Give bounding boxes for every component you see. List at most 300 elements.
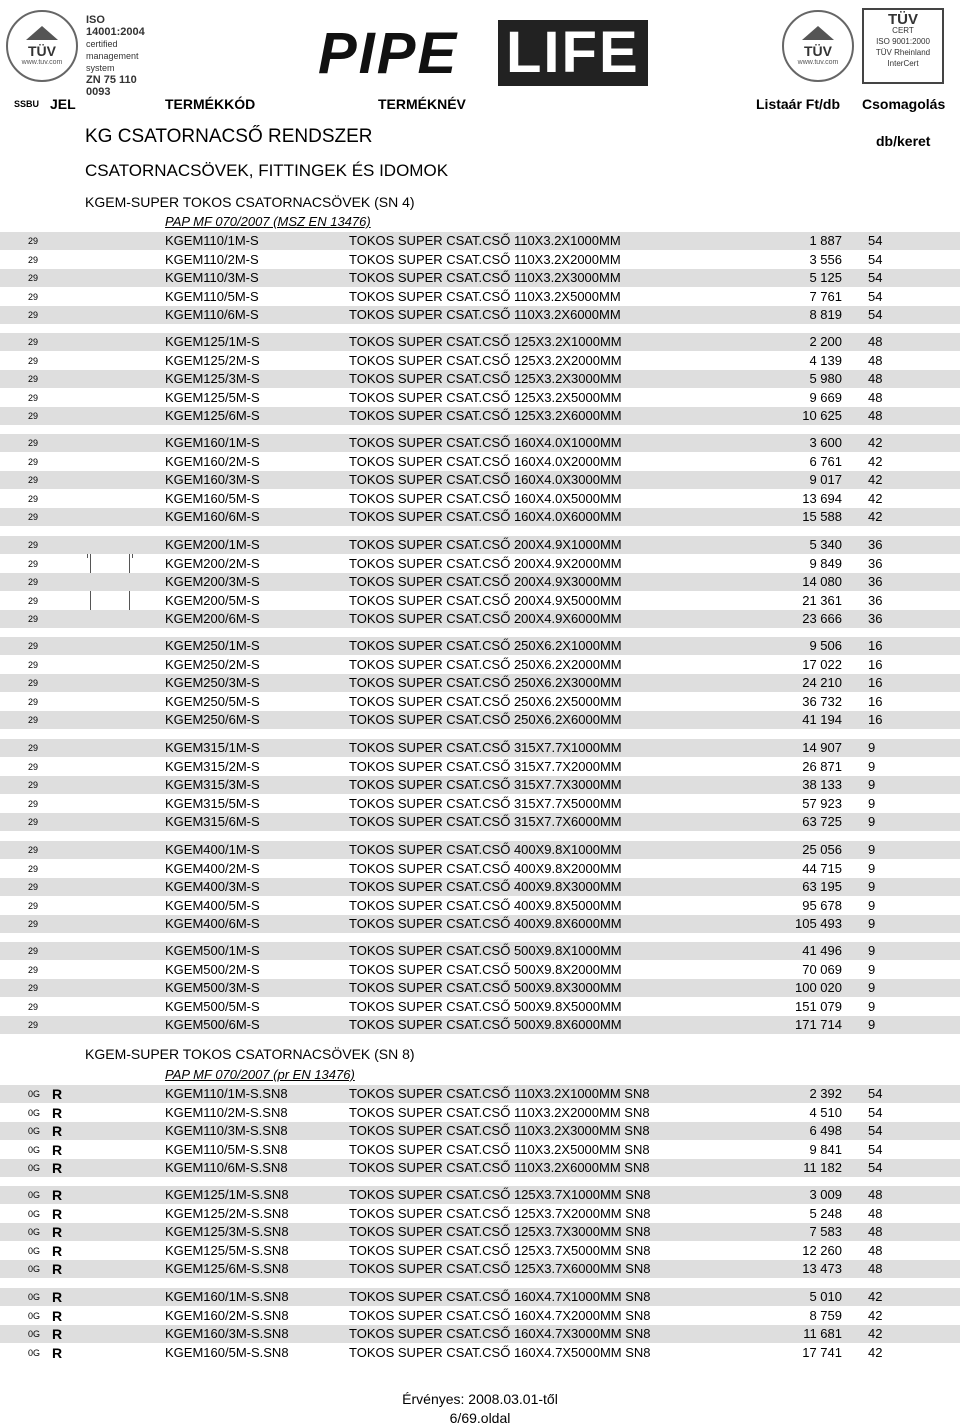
product-code-cell: KGEM250/5M-S	[165, 693, 260, 709]
product-code-cell: KGEM400/5M-S	[165, 897, 260, 913]
jel-cell: R	[52, 1344, 63, 1361]
list-price-cell: 17 741	[802, 1344, 842, 1360]
table-row	[0, 269, 960, 287]
table-row	[0, 610, 960, 628]
product-code-cell: KGEM110/1M-S	[165, 233, 259, 248]
jel-cell: R	[52, 1123, 63, 1139]
product-name-cell: TOKOS SUPER CSAT.CSŐ 400X9.8X3000MM	[349, 879, 622, 894]
table-row	[0, 1205, 960, 1223]
table-row	[0, 961, 960, 979]
list-price-cell: 10 625	[802, 408, 842, 423]
table-row	[0, 1016, 960, 1034]
product-name-cell: TOKOS SUPER CSAT.CSŐ 400X9.8X5000MM	[349, 897, 622, 913]
table-row	[0, 656, 960, 674]
product-code-cell: KGEM400/3M-S	[165, 879, 260, 894]
table-row	[0, 251, 960, 269]
packaging-cell: 42	[868, 1326, 883, 1341]
packaging-cell: 9	[868, 897, 876, 913]
ssbu-cell: 29	[28, 614, 39, 624]
ssbu-cell: 29	[28, 254, 39, 265]
ssbu-cell: 29	[28, 743, 39, 753]
pipelife-logo-life: LIFE	[498, 20, 648, 86]
ssbu-cell: 29	[28, 475, 39, 485]
validity-date: Érvényes: 2008.03.01-től	[402, 1391, 558, 1407]
product-name-cell: TOKOS SUPER CSAT.CSŐ 250X6.2X6000MM	[349, 712, 622, 727]
ssbu-cell: 29	[28, 964, 39, 975]
ssbu-cell: 0G	[28, 1292, 41, 1302]
list-price-cell: 41 496	[802, 943, 842, 958]
table-row	[0, 508, 960, 526]
product-name-cell: TOKOS SUPER CSAT.CSŐ 110X3.2X6000MM	[349, 307, 621, 322]
list-price-cell: 21 361	[802, 592, 842, 608]
product-name-cell: TOKOS SUPER CSAT.CSŐ 200X4.9X1000MM	[349, 537, 622, 552]
list-price-cell: 11 182	[803, 1160, 842, 1175]
product-code-cell: KGEM110/2M-S	[165, 251, 259, 267]
ssbu-cell: 0G	[28, 1347, 41, 1358]
product-code-cell: KGEM110/1M-S.SN8	[165, 1086, 288, 1101]
product-name-cell: TOKOS SUPER CSAT.CSŐ 110X3.2X2000MM	[349, 251, 621, 267]
packaging-cell: 9	[868, 814, 876, 829]
packaging-cell: 16	[868, 712, 883, 727]
column-header-ssbu: SSBU	[14, 99, 40, 109]
list-price-cell: 44 715	[802, 860, 842, 876]
ssbu-cell: 29	[28, 493, 39, 504]
ssbu-cell: 29	[28, 236, 39, 246]
product-name-cell: TOKOS SUPER CSAT.CSŐ 500X9.8X5000MM	[349, 998, 622, 1014]
standard-norm-sn4: PAP MF 070/2007 (MSZ EN 13476)	[165, 214, 371, 229]
table-row	[0, 490, 960, 508]
jel-cell: R	[52, 1261, 63, 1277]
ssbu-cell: 29	[28, 863, 39, 874]
ssbu-cell: 0G	[28, 1227, 41, 1237]
product-name-cell: TOKOS SUPER CSAT.CSŐ 125X3.2X1000MM	[349, 334, 622, 349]
packaging-cell: 54	[868, 1104, 883, 1120]
product-code-cell: KGEM315/2M-S	[165, 758, 260, 774]
product-code-cell: KGEM125/1M-S.SN8	[165, 1187, 289, 1202]
list-price-cell: 2 200	[809, 334, 842, 349]
product-code-cell: KGEM110/3M-S.SN8	[165, 1123, 288, 1138]
product-code-cell: KGEM125/6M-S	[165, 408, 260, 423]
list-price-cell: 24 210	[802, 675, 842, 690]
product-name-cell: TOKOS SUPER CSAT.CSŐ 110X3.2X6000MM SN8	[349, 1160, 650, 1175]
list-price-cell: 38 133	[802, 777, 842, 792]
product-name-cell: TOKOS SUPER CSAT.CSŐ 315X7.7X5000MM	[349, 795, 622, 811]
ssbu-cell: 29	[28, 817, 39, 827]
ssbu-cell: 29	[28, 983, 39, 993]
list-price-cell: 3 600	[809, 435, 842, 450]
packaging-cell: 54	[868, 1086, 883, 1101]
packaging-cell: 9	[868, 998, 876, 1014]
column-header-name: TERMÉKNÉV	[378, 96, 466, 112]
section-title-sn8: KGEM-SUPER TOKOS CSATORNACSÖVEK (SN 8)	[85, 1046, 415, 1062]
table-row	[0, 389, 960, 407]
packaging-cell: 9	[868, 795, 876, 811]
packaging-cell: 48	[868, 1205, 883, 1221]
ssbu-cell: 29	[28, 577, 39, 587]
ssbu-cell: 29	[28, 696, 39, 707]
packaging-cell: 9	[868, 943, 876, 958]
list-price-cell: 26 871	[802, 758, 842, 774]
table-row	[0, 1104, 960, 1122]
product-code-cell: KGEM110/5M-S	[165, 288, 259, 304]
product-name-cell: TOKOS SUPER CSAT.CSŐ 125X3.7X5000MM SN8	[349, 1242, 651, 1258]
ssbu-cell: 29	[28, 337, 39, 347]
product-name-cell: TOKOS SUPER CSAT.CSŐ 500X9.8X3000MM	[349, 980, 622, 995]
ssbu-cell: 29	[28, 678, 39, 688]
table-row	[0, 878, 960, 896]
product-code-cell: KGEM160/3M-S.SN8	[165, 1326, 289, 1341]
table-row	[0, 1307, 960, 1325]
packaging-cell: 54	[868, 233, 883, 248]
product-name-cell: TOKOS SUPER CSAT.CSŐ 400X9.8X2000MM	[349, 860, 622, 876]
product-code-cell: KGEM160/5M-S	[165, 490, 260, 506]
product-name-cell: TOKOS SUPER CSAT.CSŐ 250X6.2X1000MM	[349, 638, 622, 653]
product-code-cell: KGEM160/2M-S	[165, 453, 260, 469]
jel-cell: R	[52, 1104, 63, 1121]
table-row	[0, 637, 960, 655]
packaging-cell: 36	[868, 611, 883, 626]
product-code-cell: KGEM110/5M-S.SN8	[165, 1141, 288, 1157]
product-code-cell: KGEM250/3M-S	[165, 675, 260, 690]
product-code-cell: KGEM125/1M-S	[165, 334, 260, 349]
product-code-cell: KGEM200/3M-S	[165, 574, 260, 589]
list-price-cell: 3 556	[809, 251, 842, 267]
product-name-cell: TOKOS SUPER CSAT.CSŐ 110X3.2X5000MM	[349, 288, 621, 304]
product-name-cell: TOKOS SUPER CSAT.CSŐ 250X6.2X3000MM	[349, 675, 622, 690]
ssbu-cell: 0G	[28, 1310, 41, 1321]
list-price-cell: 9 849	[809, 555, 842, 571]
jel-cell: R	[52, 1289, 63, 1305]
product-name-cell: TOKOS SUPER CSAT.CSŐ 400X9.8X6000MM	[349, 916, 622, 931]
table-row	[0, 1122, 960, 1140]
product-code-cell: KGEM250/6M-S	[165, 712, 260, 727]
product-name-cell: TOKOS SUPER CSAT.CSŐ 315X7.7X6000MM	[349, 814, 622, 829]
ssbu-cell: 0G	[28, 1107, 41, 1118]
product-code-cell: KGEM160/5M-S.SN8	[165, 1344, 289, 1360]
product-name-cell: TOKOS SUPER CSAT.CSŐ 110X3.2X3000MM SN8	[349, 1123, 650, 1138]
packaging-cell: 36	[868, 555, 883, 571]
product-name-cell: TOKOS SUPER CSAT.CSŐ 125X3.7X2000MM SN8	[349, 1205, 651, 1221]
packaging-cell: 9	[868, 777, 876, 792]
packaging-cell: 42	[868, 1289, 883, 1304]
table-row	[0, 915, 960, 933]
ssbu-cell: 0G	[28, 1190, 41, 1200]
product-code-cell: KGEM200/2M-S	[165, 555, 260, 571]
table-row	[0, 453, 960, 471]
product-code-cell: KGEM500/6M-S	[165, 1017, 260, 1032]
packaging-cell: 36	[868, 592, 883, 608]
list-price-cell: 6 761	[809, 453, 842, 469]
product-code-cell: KGEM160/1M-S.SN8	[165, 1289, 289, 1304]
table-row	[0, 860, 960, 878]
jel-cell: R	[52, 1141, 63, 1158]
list-price-cell: 3 009	[809, 1187, 842, 1202]
list-price-cell: 5 340	[809, 537, 842, 552]
product-code-cell: KGEM315/6M-S	[165, 814, 260, 829]
jel-cell: R	[52, 1160, 63, 1176]
packaging-cell: 54	[868, 1141, 883, 1157]
packaging-cell: 48	[868, 1261, 883, 1276]
ssbu-cell: 0G	[28, 1163, 41, 1173]
table-row	[0, 776, 960, 794]
list-price-cell: 57 923	[802, 795, 842, 811]
tuv-certificate-logo-left: TÜV www.tuv.com	[6, 10, 78, 82]
ssbu-cell: 29	[28, 540, 39, 550]
ssbu-cell: 29	[28, 374, 39, 384]
ssbu-cell: 29	[28, 310, 39, 320]
table-row	[0, 1344, 960, 1362]
packaging-cell: 42	[868, 1344, 883, 1360]
table-row	[0, 471, 960, 489]
packaging-cell: 9	[868, 758, 876, 774]
table-row	[0, 998, 960, 1016]
column-header-pack: Csomagolás	[862, 96, 946, 112]
ssbu-cell: 29	[28, 900, 39, 911]
ssbu-cell: 29	[28, 659, 39, 670]
page-title: KG CSATORNACSŐ RENDSZER	[85, 126, 373, 147]
list-price-cell: 14 907	[802, 740, 842, 755]
packaging-cell: 48	[868, 371, 883, 386]
product-name-cell: TOKOS SUPER CSAT.CSŐ 110X3.2X5000MM SN8	[349, 1141, 650, 1157]
product-name-cell: TOKOS SUPER CSAT.CSŐ 160X4.0X6000MM	[349, 509, 622, 524]
table-row	[0, 536, 960, 554]
packaging-cell: 54	[868, 270, 883, 285]
packaging-cell: 54	[868, 1123, 883, 1138]
product-code-cell: KGEM125/6M-S.SN8	[165, 1261, 289, 1276]
jel-cell: R	[52, 1307, 63, 1324]
list-price-cell: 9 506	[809, 638, 842, 653]
table-row	[0, 693, 960, 711]
jel-cell: R	[52, 1086, 63, 1102]
table-row	[0, 813, 960, 831]
jel-cell: R	[52, 1326, 63, 1342]
product-code-cell: KGEM110/2M-S.SN8	[165, 1104, 288, 1120]
product-name-cell: TOKOS SUPER CSAT.CSŐ 160X4.7X5000MM SN8	[349, 1344, 651, 1360]
packaging-cell: 48	[868, 352, 883, 368]
packaging-cell: 9	[868, 961, 876, 977]
ssbu-cell: 29	[28, 438, 39, 448]
list-price-cell: 4 510	[809, 1104, 842, 1120]
table-row	[0, 1288, 960, 1306]
ssbu-cell: 29	[28, 641, 39, 651]
list-price-cell: 7 583	[809, 1224, 842, 1239]
list-price-cell: 25 056	[802, 842, 842, 857]
table-row	[0, 711, 960, 729]
table-row	[0, 795, 960, 813]
product-name-cell: TOKOS SUPER CSAT.CSŐ 160X4.0X1000MM	[349, 435, 622, 450]
product-name-cell: TOKOS SUPER CSAT.CSŐ 160X4.0X5000MM	[349, 490, 622, 506]
list-price-cell: 151 079	[795, 998, 842, 1014]
product-name-cell: TOKOS SUPER CSAT.CSŐ 125X3.2X3000MM	[349, 371, 622, 386]
table-row	[0, 1325, 960, 1343]
ssbu-cell: 0G	[28, 1144, 41, 1155]
product-name-cell: TOKOS SUPER CSAT.CSŐ 125X3.7X1000MM SN8	[349, 1187, 651, 1202]
iso-14001-box: ISO 14001:2004 certified management system ZN 75 110 0093	[86, 14, 145, 98]
packaging-cell: 42	[868, 453, 883, 469]
packaging-cell: 9	[868, 860, 876, 876]
product-code-cell: KGEM400/1M-S	[165, 842, 260, 857]
table-row	[0, 232, 960, 250]
ssbu-cell: 29	[28, 845, 39, 855]
list-price-cell: 13 473	[802, 1261, 842, 1276]
product-name-cell: TOKOS SUPER CSAT.CSŐ 250X6.2X2000MM	[349, 656, 622, 672]
product-name-cell: TOKOS SUPER CSAT.CSŐ 125X3.2X2000MM	[349, 352, 622, 368]
jel-cell: R	[52, 1187, 63, 1203]
product-code-cell: KGEM160/1M-S	[165, 435, 260, 450]
ssbu-cell: 29	[28, 392, 39, 403]
list-price-cell: 63 725	[802, 814, 842, 829]
product-name-cell: TOKOS SUPER CSAT.CSŐ 315X7.7X3000MM	[349, 777, 622, 792]
tuv-certificate-logo-right: TÜV www.tuv.com	[782, 10, 854, 82]
product-name-cell: TOKOS SUPER CSAT.CSŐ 160X4.7X1000MM SN8	[349, 1289, 651, 1304]
table-row	[0, 1141, 960, 1159]
product-code-cell: KGEM400/2M-S	[165, 860, 260, 876]
product-code-cell: KGEM160/6M-S	[165, 509, 260, 524]
table-row	[0, 407, 960, 425]
list-price-cell: 9 669	[809, 389, 842, 405]
product-name-cell: TOKOS SUPER CSAT.CSŐ 500X9.8X2000MM	[349, 961, 622, 977]
product-code-cell: KGEM110/6M-S.SN8	[165, 1160, 288, 1175]
packaging-cell: 42	[868, 472, 883, 487]
product-code-cell: KGEM125/3M-S	[165, 371, 260, 386]
table-row	[0, 555, 960, 573]
list-price-cell: 95 678	[802, 897, 842, 913]
list-price-cell: 1 887	[809, 233, 842, 248]
list-price-cell: 23 666	[802, 611, 842, 626]
iso-9001-box: TÜV CERT ISO 9001:2000 TÜV Rheinland InterCert	[862, 8, 944, 84]
product-code-cell: KGEM110/6M-S	[165, 307, 259, 322]
packaging-cell: 48	[868, 1224, 883, 1239]
product-code-cell: KGEM315/3M-S	[165, 777, 260, 792]
ssbu-cell: 0G	[28, 1208, 41, 1219]
product-name-cell: TOKOS SUPER CSAT.CSŐ 400X9.8X1000MM	[349, 842, 622, 857]
list-price-cell: 17 022	[802, 656, 842, 672]
table-row	[0, 434, 960, 452]
product-code-cell: KGEM500/2M-S	[165, 961, 260, 977]
packaging-cell: 16	[868, 693, 883, 709]
product-name-cell: TOKOS SUPER CSAT.CSŐ 200X4.9X6000MM	[349, 611, 622, 626]
ssbu-cell: 29	[28, 1001, 39, 1012]
product-name-cell: TOKOS SUPER CSAT.CSŐ 160X4.0X2000MM	[349, 453, 622, 469]
packaging-cell: 16	[868, 656, 883, 672]
page-header	[0, 0, 960, 98]
ssbu-cell: 0G	[28, 1264, 41, 1274]
packaging-cell: 48	[868, 389, 883, 405]
ssbu-cell: 29	[28, 946, 39, 956]
table-row	[0, 352, 960, 370]
table-row	[0, 674, 960, 692]
table-row	[0, 333, 960, 351]
list-price-cell: 8 819	[809, 307, 842, 322]
table-row	[0, 841, 960, 859]
product-name-cell: TOKOS SUPER CSAT.CSŐ 160X4.0X3000MM	[349, 472, 622, 487]
list-price-cell: 2 392	[809, 1086, 842, 1101]
product-name-cell: TOKOS SUPER CSAT.CSŐ 160X4.7X3000MM SN8	[349, 1326, 651, 1341]
packaging-cell: 42	[868, 435, 883, 450]
product-code-cell: KGEM250/2M-S	[165, 656, 260, 672]
list-price-cell: 9 017	[809, 472, 842, 487]
ssbu-cell: 0G	[28, 1329, 41, 1339]
product-name-cell: TOKOS SUPER CSAT.CSŐ 315X7.7X2000MM	[349, 758, 622, 774]
tuv-triangle-icon	[26, 26, 58, 40]
table-row	[0, 897, 960, 915]
section-title-sn4: KGEM-SUPER TOKOS CSATORNACSÖVEK (SN 4)	[85, 194, 415, 210]
packaging-cell: 48	[868, 1242, 883, 1258]
product-name-cell: TOKOS SUPER CSAT.CSŐ 110X3.2X3000MM	[349, 270, 621, 285]
product-code-cell: KGEM200/6M-S	[165, 611, 260, 626]
table-row	[0, 1260, 960, 1278]
jel-cell: R	[52, 1205, 63, 1222]
product-name-cell: TOKOS SUPER CSAT.CSŐ 125X3.7X6000MM SN8	[349, 1261, 651, 1276]
list-price-cell: 36 732	[802, 693, 842, 709]
product-name-cell: TOKOS SUPER CSAT.CSŐ 500X9.8X6000MM	[349, 1017, 622, 1032]
product-code-cell: KGEM500/3M-S	[165, 980, 260, 995]
pack-unit-label: db/keret	[876, 133, 931, 149]
ssbu-cell: 29	[28, 558, 39, 569]
product-name-cell: TOKOS SUPER CSAT.CSŐ 200X4.9X3000MM	[349, 574, 622, 589]
product-name-cell: TOKOS SUPER CSAT.CSŐ 125X3.2X5000MM	[349, 389, 622, 405]
packaging-cell: 16	[868, 638, 883, 653]
ssbu-cell: 29	[28, 512, 39, 522]
packaging-cell: 54	[868, 251, 883, 267]
list-price-cell: 70 069	[802, 961, 842, 977]
ssbu-cell: 29	[28, 780, 39, 790]
column-header-jel: JEL	[50, 96, 76, 112]
packaging-cell: 54	[868, 288, 883, 304]
list-price-cell: 14 080	[802, 574, 842, 589]
page-subtitle: CSATORNACSÖVEK, FITTINGEK ÉS IDOMOK	[85, 161, 449, 180]
pipelife-logo-pipe: PIPE	[318, 21, 459, 86]
list-price-cell: 9 841	[809, 1141, 842, 1157]
ssbu-cell: 29	[28, 595, 39, 606]
product-code-cell: KGEM500/1M-S	[165, 943, 260, 958]
jel-cell: R	[52, 1242, 63, 1259]
table-row	[0, 758, 960, 776]
table-row	[0, 1186, 960, 1204]
table-row	[0, 942, 960, 960]
list-price-cell: 171 714	[795, 1017, 842, 1032]
product-name-cell: TOKOS SUPER CSAT.CSŐ 110X3.2X2000MM SN8	[349, 1104, 650, 1120]
product-name-cell: TOKOS SUPER CSAT.CSŐ 125X3.7X3000MM SN8	[349, 1224, 651, 1239]
table-row	[0, 573, 960, 591]
ssbu-cell: 29	[28, 456, 39, 467]
jel-cell: R	[52, 1224, 63, 1240]
tuv-triangle-icon	[802, 26, 834, 40]
product-code-cell: KGEM200/1M-S	[165, 537, 260, 552]
packaging-cell: 42	[868, 509, 883, 524]
table-row	[0, 592, 960, 610]
packaging-cell: 9	[868, 879, 876, 894]
page-number: 6/69.oldal	[449, 1410, 511, 1426]
table-row	[0, 1085, 960, 1103]
ssbu-cell: 0G	[28, 1126, 41, 1136]
column-header-code: TERMÉKKÓD	[165, 96, 256, 112]
product-name-cell: TOKOS SUPER CSAT.CSŐ 500X9.8X1000MM	[349, 943, 622, 958]
list-price-cell: 11 681	[803, 1326, 842, 1341]
packaging-cell: 48	[868, 334, 883, 349]
table-row	[0, 739, 960, 757]
packaging-cell: 42	[868, 1307, 883, 1323]
list-price-cell: 5 010	[809, 1289, 842, 1304]
product-name-cell: TOKOS SUPER CSAT.CSŐ 315X7.7X1000MM	[349, 740, 622, 755]
product-code-cell: KGEM125/2M-S	[165, 352, 260, 368]
ssbu-cell: 29	[28, 355, 39, 366]
ssbu-cell: 29	[28, 715, 39, 725]
packaging-cell: 16	[868, 675, 883, 690]
ssbu-cell: 29	[28, 882, 39, 892]
product-name-cell: TOKOS SUPER CSAT.CSŐ 200X4.9X5000MM	[349, 592, 622, 608]
standard-norm-sn8: PAP MF 070/2007 (pr EN 13476)	[165, 1067, 355, 1082]
